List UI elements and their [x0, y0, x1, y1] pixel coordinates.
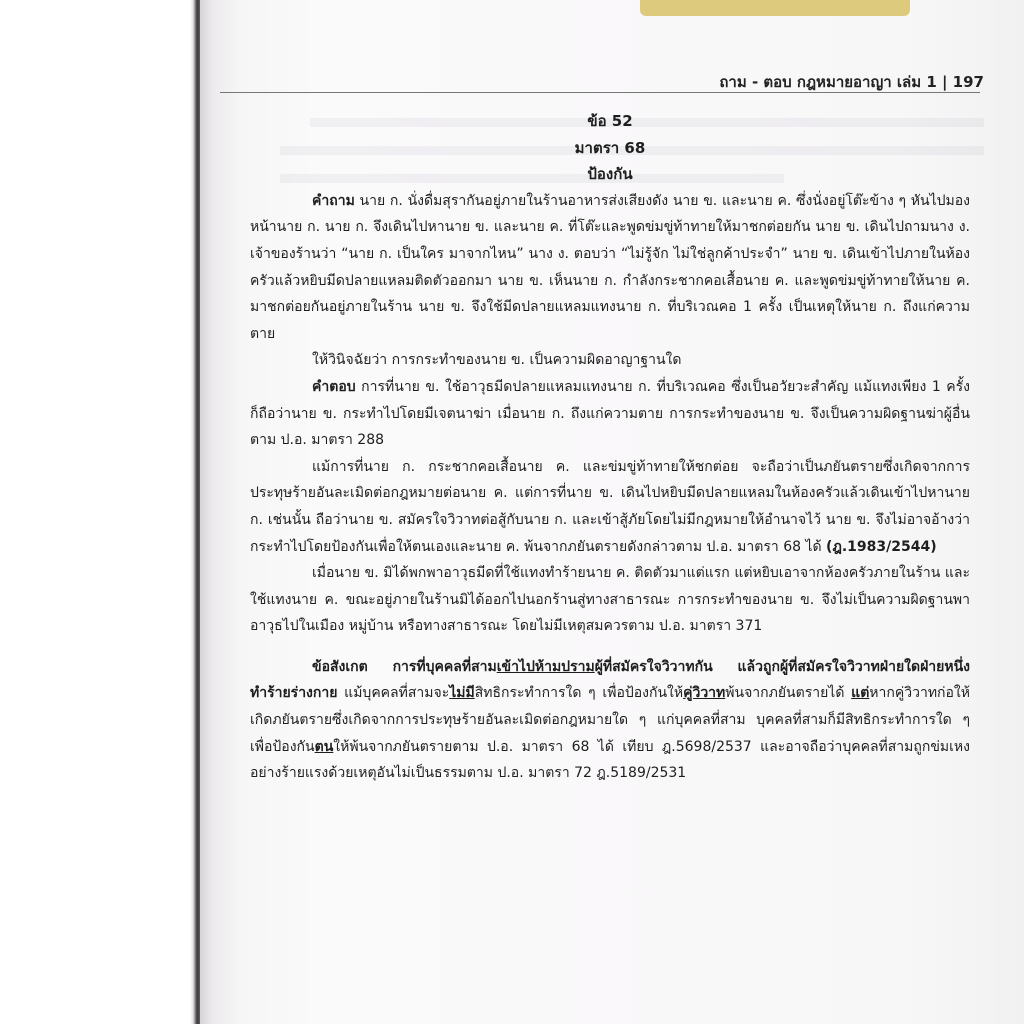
page-body	[250, 108, 970, 787]
section-topic: ป้องกัน	[587, 165, 633, 184]
answer-label: คำตอบ	[312, 378, 356, 395]
book-page	[200, 0, 1024, 1024]
section-number: ข้อ 52	[587, 112, 633, 130]
header-divider	[220, 92, 980, 93]
paragraph-gap	[250, 640, 970, 654]
note-bold-2: ผู้ที่สมัครใจวิวาทกัน แล้วถูกผู้ที่สมัครใจวิวาทฝ่ายใดฝ่ายหนึ่งทำร้ายร่างกาย	[250, 658, 970, 702]
section-article: มาตรา 68	[574, 138, 646, 157]
answer-paragraph-3: เมื่อนาย ข. มิได้พกพาอาวุธมีดที่ใช้แทงทำร้ายนาย ค. ติดตัวมาแต่แรก แต่หยิบเอาจากห้องครัวภายในร้าน และใช้แทงนาย ค. ขณะอยู่ภายในร้านมิได้ออกไปนอกร้านสู่ทางสาธารณะ การกระทำของนาย ข. จึงไม่เป็นความผิดฐานพาอาวุธไปในเมือง หมู่บ้าน หรือทางสาธารณะ โดยไม่มีเหตุสมควรตาม ป.อ. มาตรา 371	[250, 565, 970, 635]
answer-text-1: การที่นาย ข. ใช้อาวุธมีดปลายแหลมแทงนาย ก. ที่บริเวณคอ ซึ่งเป็นอวัยวะสำคัญ แม้แทงเพียง 1 ครั้ง ก็ถือว่านาย ข. กระทำไปโดยมีเจตนาฆ่า เมื่อนาย ก. ถึงแก่ความตาย การกระทำของนาย ข. จึงเป็นความผิดฐานฆ่าผู้อื่นตาม ป.อ. มาตรา 288	[250, 378, 970, 449]
note-underline-3: คู่วิวาท	[683, 685, 726, 702]
note-text-3: พ้นจากภยันตรายได้	[725, 685, 852, 702]
question-paragraph	[250, 188, 970, 348]
note-text-4: หากคู่วิวาทก่อให้เกิดภยันตรายซึ่งเกิดจากการประทุษร้ายอันละเมิดต่อกฎหมายใด ๆ แก่บุคคลที่สาม บุคคลที่สามก็มีสิทธิกระทำการใด ๆ เพื่อป้องกัน	[250, 685, 970, 755]
answer-text-2: แม้การที่นาย ก. กระชากคอเสื้อนาย ค. และข่มขู่ท้าทายให้ชกต่อย จะถือว่าเป็นภยันตรายซึ่งเกิดจากการประทุษร้ายอันละเมิดต่อกฎหมายต่อนาย ค. แต่การที่นาย ข. เดินไปหยิบมีดปลายแหลมในห้องครัวแล้วเดินเข้าไปหานาย ก. เช่นนั้น ถือว่านาย ข. สมัครใจวิวาทต่อสู้กับนาย ก. และเข้าสู้ภัยโดยไม่มีกฎหมายให้อำนาจไว้ นาย ข. จึงไม่อาจอ้างว่ากระทำไปโดยป้องกันเพื่อให้ตนเองและนาย ค. พ้นจากภยันตรายดังกล่าวตาม ป.อ. มาตรา 68 ได้	[250, 458, 970, 555]
answer-paragraph-1	[250, 374, 970, 454]
running-header: ถาม - ตอบ กฎหมายอาญา เล่ม 1 | 197	[719, 73, 984, 91]
note-text-2: สิทธิกระทำการใด ๆ เพื่อป้องกันให้	[474, 685, 684, 702]
page-edge-tab	[640, 0, 910, 16]
note-text-1: แม้บุคคลที่สามจะ	[337, 685, 450, 702]
question-text: นาย ก. นั่งดื่มสุรากันอยู่ภายในร้านอาหารส่งเสียงดัง นาย ข. และนาย ค. ซึ่งนั่งอยู่โต๊ะข้าง ๆ หันไปมองหน้านาย ก. นาย ก. จึงเดินไปหานาย ข. และนาย ค. ที่โต๊ะและพูดข่มขู่ท้าทายให้มาชกต่อยกัน นาย ข. เดินไปถามนาง ง. เจ้าของร้านว่า “นาย ก. เป็นใคร มาจากไหน” นาง ง. ตอบว่า “ไม่รู้จัก ไม่ใช่ลูกค้าประจำ” นาย ข. เดินเข้าไปภายในห้องครัวแล้วหยิบมีดปลายแหลมติดตัวออกมา นาย ข. เห็นนาย ก. กำลังกระชากคอเสื้อนาย ค. และพูดข่มขู่ท้าทายให้นาย ค. มาชกต่อยกันอยู่ภายในร้าน นาย ข. จึงใช้มีดปลายแหลมแทงนาย ก. ที่บริเวณคอ 1 ครั้ง เป็นเหตุให้นาย ก. ถึงแก่ความตาย	[250, 192, 970, 342]
question-label: คำถาม	[312, 192, 355, 209]
question-prompt: ให้วินิจฉัยว่า การกระทำของนาย ข. เป็นความผิดอาญาฐานใด	[312, 352, 682, 369]
book-spine	[0, 0, 200, 1024]
note-label: ข้อสังเกต	[312, 658, 368, 675]
note-bold-1: การที่บุคคลที่สาม	[367, 658, 497, 675]
answer-paragraph-2	[250, 454, 970, 560]
case-reference: (ฎ.1983/2544)	[826, 538, 937, 555]
note-underline-5: ตน	[314, 738, 334, 755]
note-underline-2: ไม่มี	[449, 685, 475, 702]
note-underline-4: แต่	[851, 685, 870, 702]
note-text-5: ให้พ้นจากภยันตรายตาม ป.อ. มาตรา 68 ได้ เทียบ ฎ.5698/2537 และอาจถือว่าบุคคลที่สามถูกข่มเหงอย่างร้ายแรงด้วยเหตุอันไม่เป็นธรรมตาม ป.อ. มาตรา 72 ฎ.5189/2531	[250, 738, 970, 782]
note-paragraph	[250, 654, 970, 787]
note-underline-1: เข้าไปห้ามปราม	[496, 658, 595, 675]
